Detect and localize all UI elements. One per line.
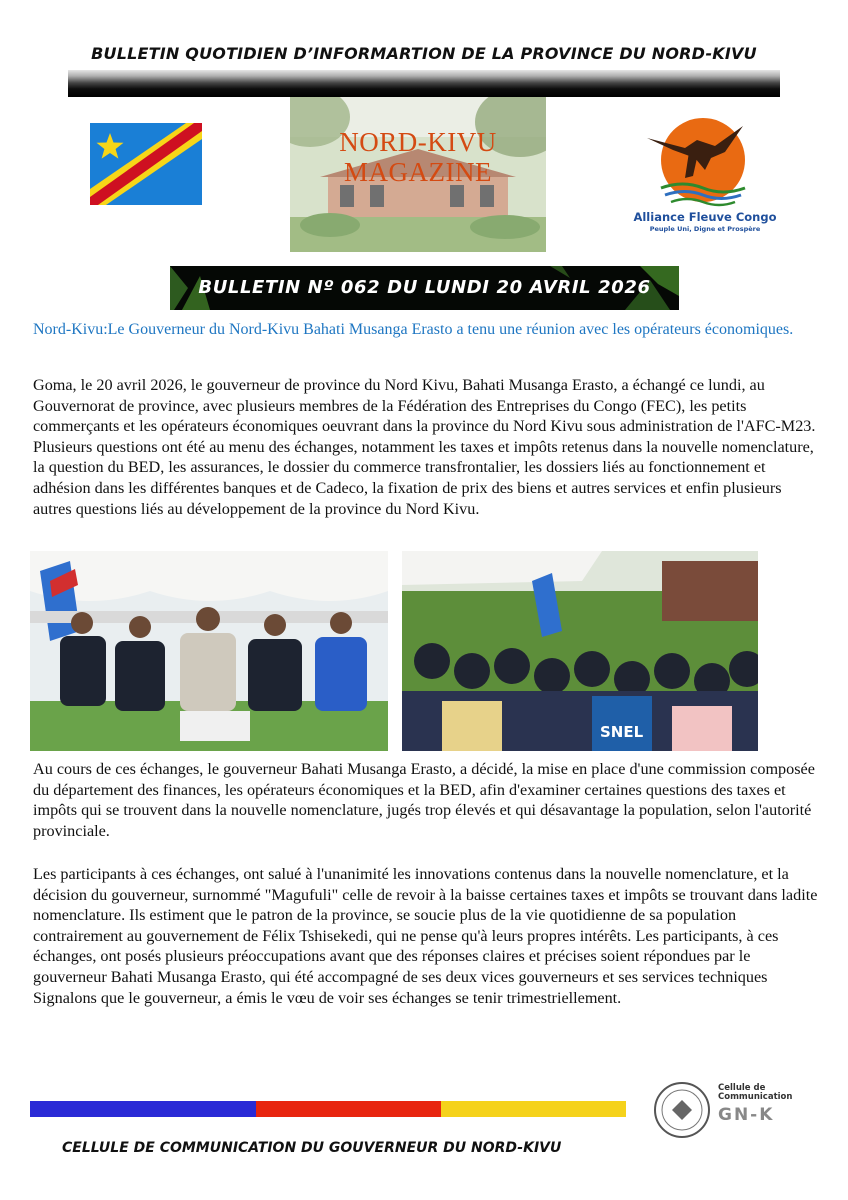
snel-vest-label: SNEL [600,723,644,741]
meeting-photo-audience [402,551,758,751]
drc-flag-image [90,123,202,205]
magazine-title-line2: MAGAZINE [344,157,492,187]
color-bar-blue [30,1101,256,1117]
logo-tagline: Peuple Uni, Digne et Prospère [649,225,761,233]
afc-eagle-logo [625,118,785,243]
bulletin-heading: BULLETIN QUOTIDIEN D’INFORMARTION DE LA PROVINCE DU NORD-KIVU [91,44,757,63]
seal-line-2: Communication [718,1092,793,1102]
color-bar-yellow [441,1101,626,1117]
magazine-banner [290,97,546,252]
gnk-seal-icon [652,1080,793,1140]
meeting-photo-officials [30,551,388,751]
footer-title: CELLULE DE COMMUNICATION DU GOUVERNEUR DU NORD-KIVU [62,1140,562,1156]
bulletin-number: BULLETIN Nº 062 DU LUNDI 20 AVRIL 2026 [198,277,651,298]
flag-color-bar [30,1101,626,1117]
logo-name: Alliance Fleuve Congo [633,210,777,224]
article-headline: Nord-Kivu:Le Gouverneur du Nord-Kivu Bahati Musanga Erasto a tenu une réunion avec les opérateurs économiques. [33,321,794,338]
header-divider-bar [68,70,780,97]
magazine-title-line1: NORD-KIVU [339,127,497,157]
seal-line-1: Cellule de [718,1083,766,1093]
article-paragraph-1: Goma, le 20 avril 2026, le gouverneur de province du Nord Kivu, Bahati Musanga Erasto, a échangé ce lundi, au Gouvernorat de province, avec plusieurs membres de la Fédération des Entreprises du Congo (FEC), les petits commerçants et les opérateurs économiques oeuvrant dans la province du Nord Kivu sous administration de l'AFC-M23. Plusieurs questions ont été au menu des échanges, notamment les taxes et impôts retenus dans la nouvelle nomenclature, la question du BED, les assurances, le dossier du commerce transfrontalier, les dossiers liés au fonctionnement et adhésion dans les différentes banques et de Cadeco, la fixation de prix des biens et autres services et enfin plusieurs autres questions liés au développement de la province du Nord Kivu. [33,376,816,518]
article-paragraph-3: Les participants à ces échanges, ont salué à l'unanimité les innovations contenus dans la nouvelle nomenclature, et la décision du gouverneur, surnommé "Magufuli" celle de revoir à la baisse certaines taxes et impôts se trouvant dans ladite nomenclature. Ils estiment que le patron de la province, se soucie plus de la vie quotidienne de sa population contrairement au gouvernement de Félix Tshisekedi, qui ne pense qu'à leurs propres intérêts. Les participants, à ces échanges, ont posés plusieurs préoccupations avant que des réponses claires et précises soient répondues par le gouverneur Bahati Musanga Erasto, qui été accompagné de ses deux vices gouverneurs et ses services techniques Signalons que le gouverneur, a émis le vœu de voir ses échanges se tenir trimestriellement. [33,865,818,1007]
seal-acronym: GN-K [718,1105,775,1125]
article-paragraph-2: Au cours de ces échanges, le gouverneur Bahati Musanga Erasto, a décidé, la mise en place d'une commission composée du département des finances, les opérateurs économiques et la BED, afin d'examiner certaines questions des taxes et impôts qui se trouvent dans la nouvelle nomenclature, jugés trop élevés et qui désavantage la population, selon l'autorité provinciale. [33,760,815,840]
color-bar-red [256,1101,441,1117]
bulletin-number-bar [170,266,679,310]
